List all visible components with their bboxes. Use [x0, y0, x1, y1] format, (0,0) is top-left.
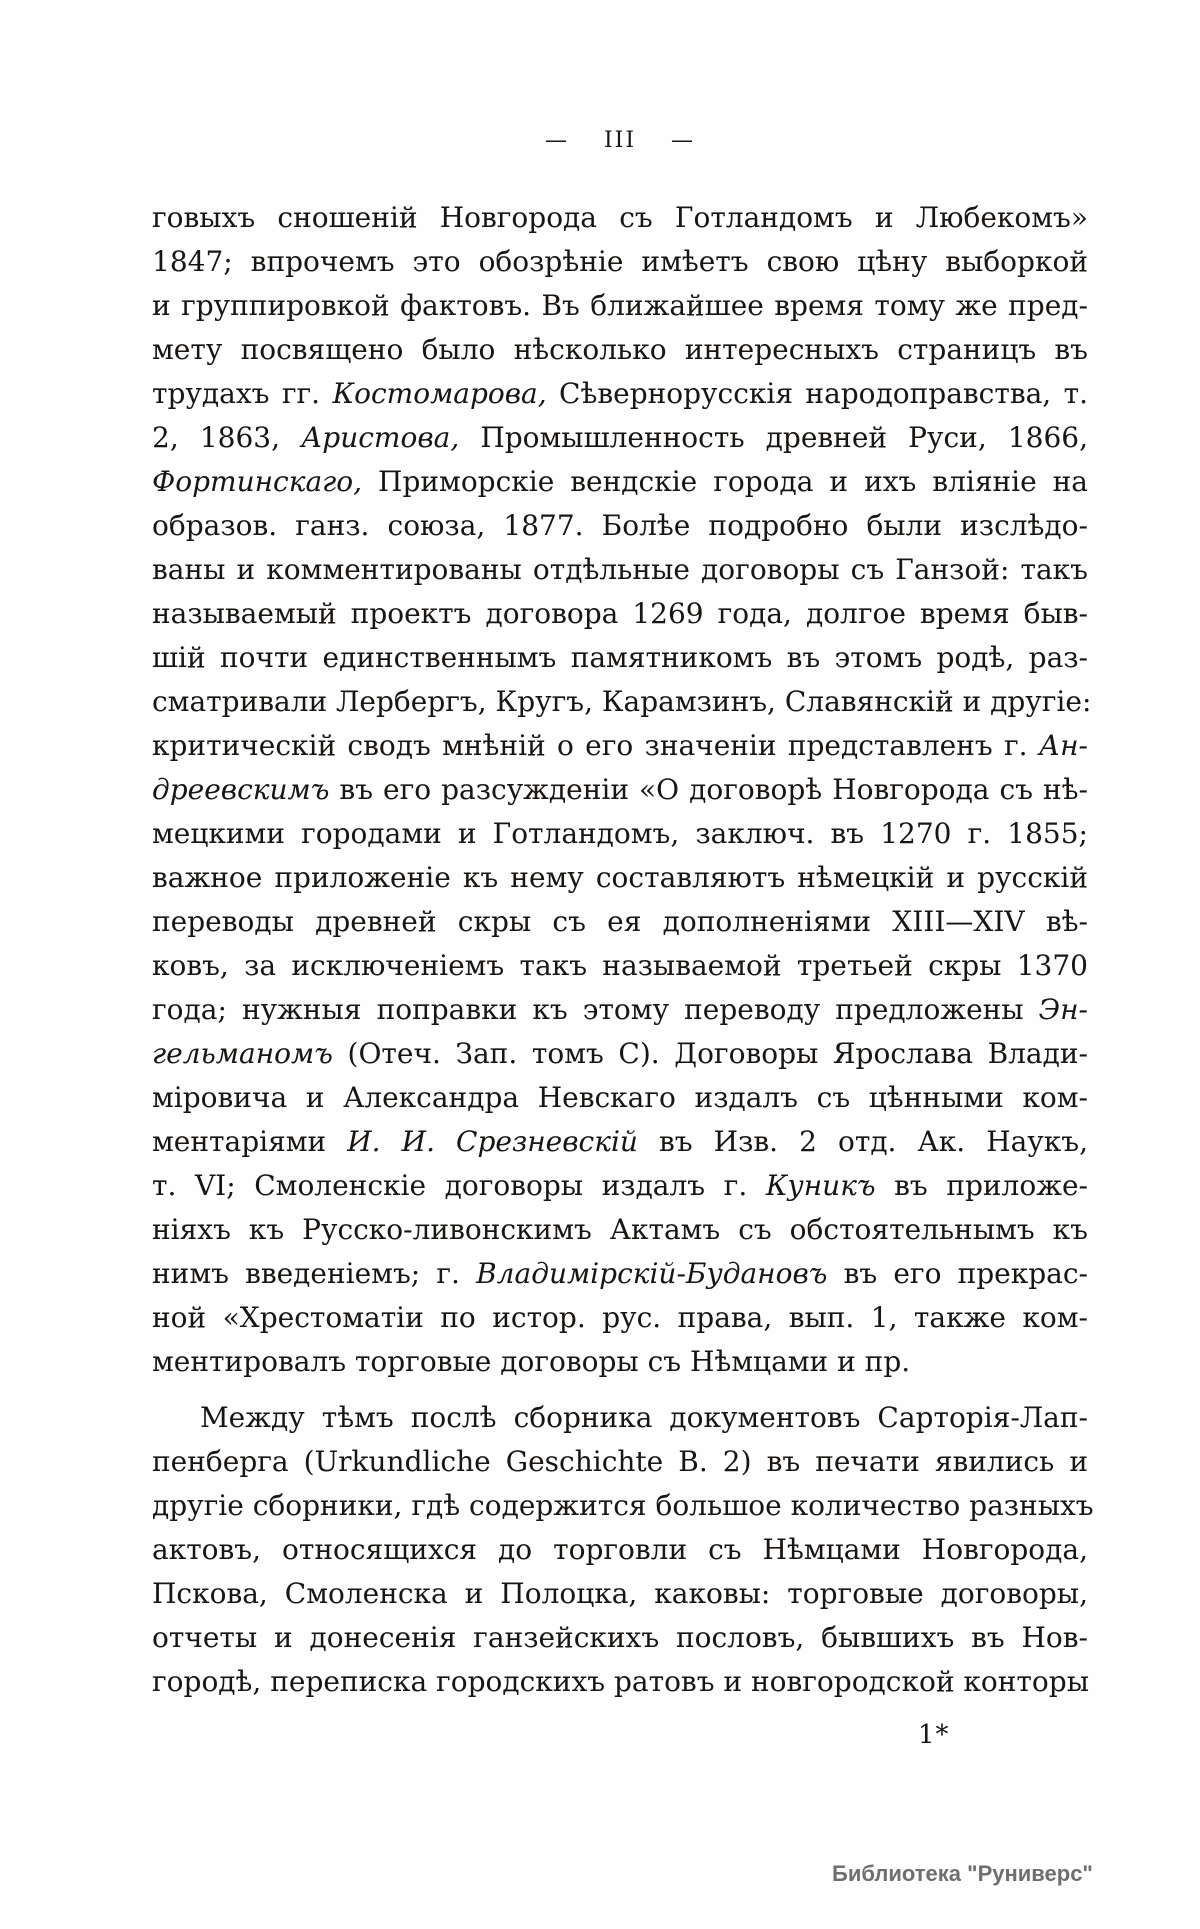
- text-line: [152, 1120, 1088, 1164]
- italic-text: Аристова,: [301, 421, 460, 454]
- italic-text: гельманомъ: [152, 1037, 333, 1070]
- text-line: [152, 1340, 1088, 1384]
- text-line: [152, 900, 1088, 944]
- text-line: [152, 680, 1092, 724]
- text-line: [152, 1660, 1088, 1704]
- signature-mark: 1*: [918, 1720, 950, 1750]
- text-run: въ приложе-: [875, 1169, 1088, 1202]
- text-line: [152, 196, 1088, 240]
- text-line: [152, 460, 1088, 504]
- text-run: критическій сводъ мнѣній о его значеніи представленъ г.: [152, 729, 1039, 762]
- text-run: (Отеч. Зап. томъ С). Договоры Ярослава Влади-: [332, 1037, 1088, 1070]
- text-run: трудахъ гг.: [152, 377, 333, 410]
- text-run: и группировкой фактовъ. Въ ближайшее время тому же пред-: [152, 289, 1088, 322]
- italic-text: Куникъ: [765, 1169, 876, 1202]
- text-run: мецкими городами и Готландомъ, заключ. въ 1270 г. 1855;: [152, 817, 1088, 850]
- text-run: т. VI; Смоленскіе договоры издалъ г.: [152, 1169, 766, 1202]
- text-line: [152, 812, 1088, 856]
- text-run: мету посвящено было нѣсколько интересныхъ страницъ въ: [152, 333, 1088, 366]
- text-run: городѣ, переписка городскихъ ратовъ и новгородской конторы: [152, 1665, 1089, 1698]
- text-run: 2, 1863,: [152, 421, 302, 454]
- text-line: [152, 1528, 1088, 1572]
- text-run: переводы древней скры съ ея дополненіями XIII—XIV вѣ-: [152, 905, 1088, 938]
- text-run: Между тѣмъ послѣ сборника документовъ Сарторія-Лап-: [200, 1401, 1088, 1434]
- text-line: [152, 504, 1088, 548]
- text-run: актовъ, относящихся до торговли съ Нѣмцами Новгорода,: [152, 1533, 1088, 1566]
- text-run: ной «Хрестоматіи по истор. рус. права, вып. 1, также ком-: [152, 1301, 1088, 1334]
- text-line: [152, 768, 1088, 812]
- paragraph: [152, 1396, 1094, 1704]
- text-line: [152, 1616, 1088, 1660]
- text-line: [152, 240, 1088, 284]
- text-run: 1847; впрочемъ это обозрѣніе имѣетъ свою цѣну выборкой: [152, 245, 1088, 278]
- text-run: другіе сборники, гдѣ содержится большое количество разныхъ: [152, 1489, 1094, 1522]
- text-line: [152, 1484, 1094, 1528]
- text-line: [152, 548, 1088, 592]
- text-line: [152, 1572, 1088, 1616]
- text-line: [152, 1208, 1088, 1252]
- text-run: въ его прекрас-: [827, 1257, 1089, 1290]
- italic-text: Ан-: [1038, 729, 1088, 762]
- italic-text: Владимірскій-Будановъ: [476, 1257, 828, 1290]
- text-run: года; нужныя поправки къ этому переводу предложены: [152, 993, 1039, 1026]
- text-run: ковъ, за исключеніемъ такъ называемой третьей скры 1370: [152, 949, 1088, 982]
- text-line: [152, 1032, 1088, 1076]
- text-line: [152, 284, 1088, 328]
- italic-text: Фортинскаго,: [152, 465, 363, 498]
- text-run: Промышленность древней Руси, 1866,: [459, 421, 1088, 454]
- italic-text: дреевскимъ: [152, 773, 330, 806]
- text-line: [152, 636, 1088, 680]
- text-run: въ его разсужденіи «О договорѣ Новгорода съ нѣ-: [329, 773, 1088, 806]
- text-run: ваны и комментированы отдѣльные договоры съ Ганзой: такъ: [152, 553, 1088, 586]
- text-run: важное приложеніе къ нему составляютъ нѣмецкій и русскій: [152, 861, 1088, 894]
- text-line: [152, 1164, 1088, 1208]
- text-line: [152, 1252, 1088, 1296]
- text-line: [152, 1296, 1088, 1340]
- text-run: говыхъ сношеній Новгорода съ Готландомъ и Любекомъ»: [152, 201, 1088, 234]
- page-body: [152, 196, 1094, 1704]
- text-line: [152, 416, 1088, 460]
- text-line: [152, 856, 1088, 900]
- text-line: [152, 724, 1088, 768]
- italic-text: Эн-: [1038, 993, 1088, 1026]
- library-watermark: Библиотека "Руниверс": [832, 1861, 1093, 1886]
- text-run: міровича и Александра Невскаго издалъ съ цѣнными ком-: [152, 1081, 1088, 1114]
- text-line: [152, 372, 1088, 416]
- text-run: шій почти единственнымъ памятникомъ въ этомъ родѣ, раз-: [152, 641, 1088, 674]
- text-line: [152, 328, 1088, 372]
- paragraph: [152, 196, 1092, 1384]
- text-run: Приморскіе вендскіе города и ихъ вліяніе на: [362, 465, 1088, 498]
- text-run: въ Изв. 2 отд. Ак. Наукъ,: [637, 1125, 1089, 1158]
- text-line: [152, 988, 1088, 1032]
- page-number: — III —: [544, 128, 696, 153]
- text-run: ніяхъ къ Русско-ливонскимъ Актамъ съ обстоятельнымъ къ: [152, 1213, 1088, 1246]
- text-run: отчеты и донесенія ганзейскихъ пословъ, бывшихъ въ Нов-: [152, 1621, 1088, 1654]
- italic-text: И. И. Срезневскій: [347, 1125, 638, 1158]
- text-line: [152, 592, 1088, 636]
- text-line: [152, 1440, 1088, 1484]
- text-line: [152, 1076, 1088, 1120]
- text-run: ментировалъ торговые договоры съ Нѣмцами и пр.: [152, 1345, 911, 1378]
- text-run: пенберга (Urkundliche Geschichte B. 2) въ печати явились и: [152, 1445, 1088, 1478]
- text-run: нимъ введеніемъ; г.: [152, 1257, 477, 1290]
- text-run: называемый проектъ договора 1269 года, долгое время быв-: [152, 597, 1088, 630]
- text-run: Сѣвернорусскія народоправства, т.: [546, 377, 1088, 410]
- text-run: ментаріями: [152, 1125, 348, 1158]
- italic-text: Костомарова,: [332, 377, 547, 410]
- text-run: сматривали Лербергъ, Кругъ, Карамзинъ, Славянскій и другіе:: [152, 685, 1092, 718]
- text-line: [152, 944, 1088, 988]
- text-line: [152, 1396, 1088, 1440]
- text-run: образов. ганз. союза, 1877. Болѣе подробно были изслѣдо-: [152, 509, 1088, 542]
- text-run: Пскова, Смоленска и Полоцка, каковы: торговые договоры,: [152, 1577, 1088, 1610]
